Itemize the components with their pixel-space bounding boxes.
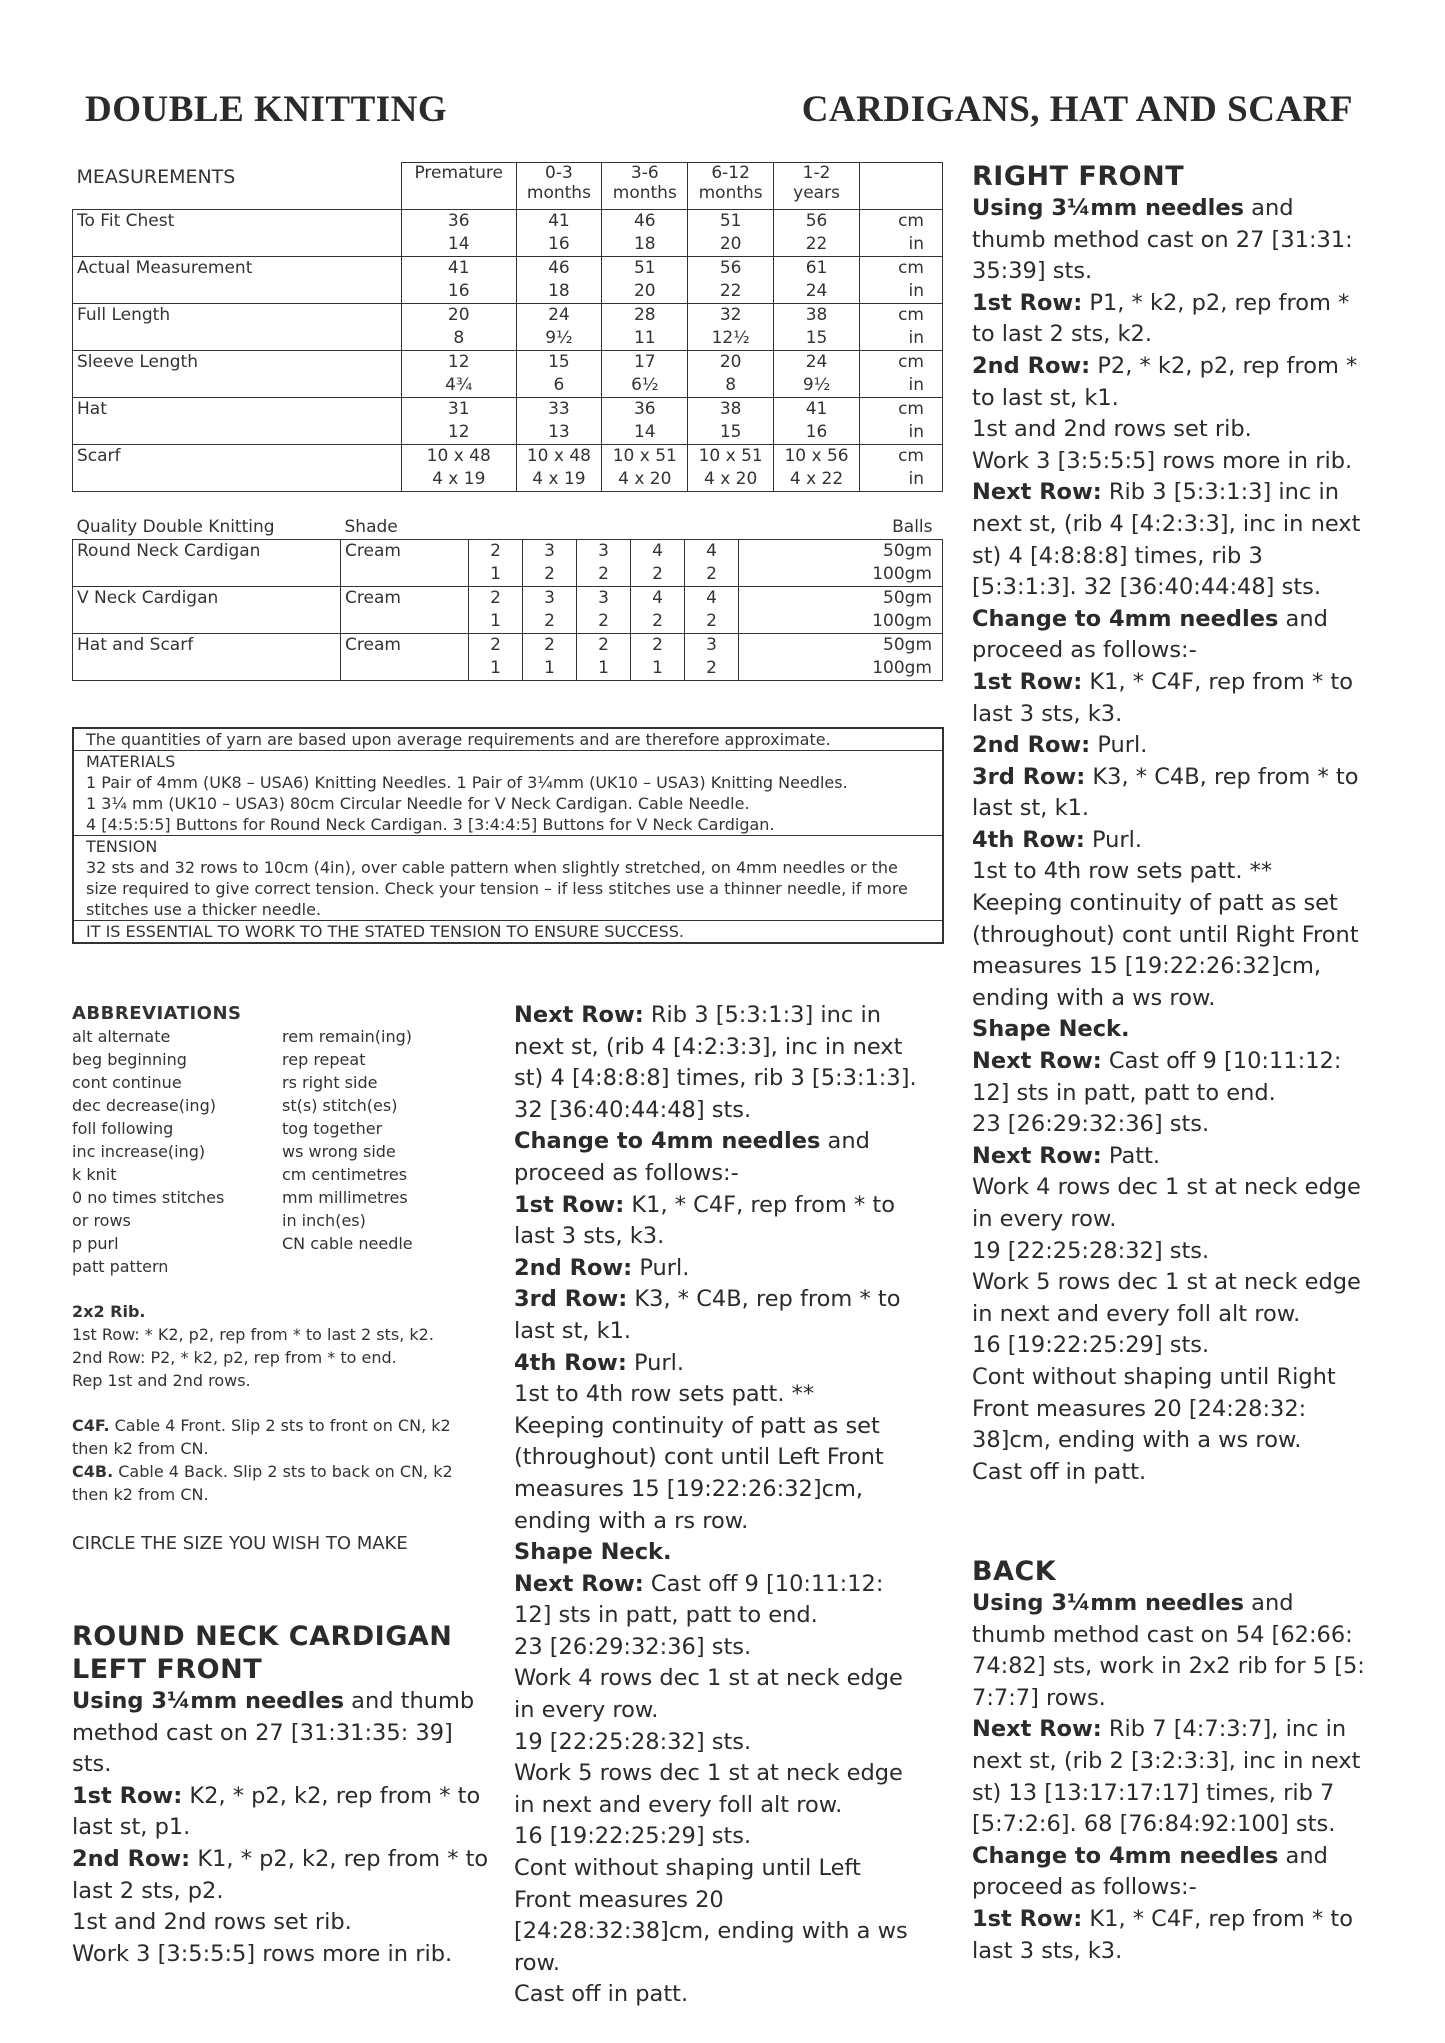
unit-cell: cm in <box>860 209 943 256</box>
cell: 41 16 <box>402 256 517 303</box>
table-row <box>73 540 943 587</box>
instruction: Work 4 rows dec 1 st at neck edge in every row. <box>972 1174 1361 1232</box>
cell: 17 6½ <box>602 350 688 397</box>
cell: 10 x 51 4 x 20 <box>602 444 688 491</box>
instruction: 2nd Row: P2, * k2, p2, rep from * to last st, k1. <box>972 352 1358 411</box>
instruction: 16 [19:22:25:29] sts. <box>514 1823 752 1850</box>
unit-cell: 50gm 100gm <box>739 587 943 634</box>
list-item: k knit <box>72 1165 117 1184</box>
cell: 4 2 <box>631 587 685 634</box>
yarn-header-row <box>73 515 943 540</box>
list-item: tog together <box>282 1119 383 1138</box>
table-row <box>73 350 943 397</box>
instruction: 3rd Row: K3, * C4B, rep from * to last st, k1. <box>514 1286 901 1344</box>
left-front-continued <box>514 1000 919 2011</box>
instruction: 23 [26:29:32:36] sts. <box>972 1111 1210 1138</box>
row-label: To Fit Chest <box>73 209 402 256</box>
materials-section <box>74 750 942 835</box>
list-item: rs right side <box>282 1073 378 1092</box>
cell: 3 2 <box>523 540 577 587</box>
list-item: alt alternate <box>72 1027 171 1046</box>
size-header: 3-6 months <box>602 163 688 210</box>
cell: 24 9½ <box>516 303 602 350</box>
cell: 24 9½ <box>774 350 860 397</box>
cell: 33 13 <box>516 397 602 444</box>
table-row <box>73 397 943 444</box>
instruction: Work 5 rows dec 1 st at neck edge in next and every foll alt row. <box>972 1269 1361 1327</box>
instruction: 1st Row: P1, * k2, p2, rep from * to last 2 sts, k2. <box>972 289 1350 348</box>
row-label: Actual Measurement <box>73 256 402 303</box>
instruction: Change to 4mm needles and proceed as follows:- <box>972 1842 1328 1901</box>
instruction: 1st Row: K2, * p2, k2, rep from * to last st, p1. <box>72 1782 481 1841</box>
unit-header <box>860 163 943 210</box>
section-subtitle: LEFT FRONT <box>72 1654 263 1685</box>
tension-section <box>74 835 942 920</box>
cell: 10 x 48 4 x 19 <box>402 444 517 491</box>
cell: 10 x 51 4 x 20 <box>688 444 774 491</box>
cell: 10 x 48 4 x 19 <box>516 444 602 491</box>
yarn-quality-label: Quality Double Knitting <box>76 517 275 537</box>
instruction: Cont without shaping until Left Front measures 20 [24:28:32:38]cm, ending with a ws row. <box>514 1855 908 1976</box>
cell: 41 16 <box>516 209 602 256</box>
instruction: 2nd Row: K1, * p2, k2, rep from * to last 2 sts, p2. <box>72 1845 489 1904</box>
abbreviations-title: ABBREVIATIONS <box>72 1003 242 1024</box>
list-item: or rows <box>72 1211 131 1230</box>
list-item: inc increase(ing) <box>72 1142 206 1161</box>
unit-cell: cm in <box>860 350 943 397</box>
cell: 2 1 <box>469 587 523 634</box>
cell: 32 12½ <box>688 303 774 350</box>
row-label: Sleeve Length <box>73 350 402 397</box>
cell: 3 2 <box>523 587 577 634</box>
cell: 31 12 <box>402 397 517 444</box>
cell: 2 1 <box>631 634 685 681</box>
instruction: 3rd Row: K3, * C4B, rep from * to last st, k1. <box>972 763 1359 822</box>
list-item: foll following <box>72 1119 174 1138</box>
cell: 4 2 <box>631 540 685 587</box>
rib-instructions: 2x2 Rib. 1st Row: * K2, p2, rep from * to last 2 sts, k2. 2nd Row: P2, * k2, p2, rep from * to end. Rep 1st and 2nd rows. <box>72 1302 434 1390</box>
instruction: 1st and 2nd rows set rib. <box>972 416 1252 443</box>
cell: 61 24 <box>774 256 860 303</box>
pattern-name-title: CARDIGANS, HAT AND SCARF <box>801 89 1353 130</box>
unit-cell: cm in <box>860 256 943 303</box>
list-item: CN cable needle <box>282 1234 413 1253</box>
table-row <box>73 209 943 256</box>
row-label: Round Neck Cardigan <box>73 540 341 587</box>
instruction: 2nd Row: Purl. <box>514 1254 690 1281</box>
instruction: 19 [22:25:28:32] sts. <box>972 1237 1210 1264</box>
materials-info-box <box>72 727 944 944</box>
cell: 10 x 56 4 x 22 <box>774 444 860 491</box>
cell: 4 2 <box>685 540 739 587</box>
instruction: Shape Neck. <box>514 1539 672 1566</box>
instruction: Work 4 rows dec 1 st at neck edge in every row. <box>514 1665 903 1724</box>
instruction: Next Row: Cast off 9 [10:11:12: 12] sts in patt, patt to end. <box>972 1048 1342 1106</box>
unit-cell: cm in <box>860 303 943 350</box>
list-item: rem remain(ing) <box>282 1027 413 1046</box>
cell: 36 14 <box>602 397 688 444</box>
table-row <box>73 303 943 350</box>
row-label: V Neck Cardigan <box>73 587 341 634</box>
instruction: Keeping continuity of patt as set (throughout) cont until Left Front measures 15 [19:22:26:32]cm, ending with a rs row. <box>514 1412 884 1534</box>
unit-cell: cm in <box>860 397 943 444</box>
cell: 41 16 <box>774 397 860 444</box>
list-item: dec decrease(ing) <box>72 1096 216 1115</box>
materials-title: MATERIALS <box>86 752 176 771</box>
cell: 36 14 <box>402 209 517 256</box>
cell: 46 18 <box>516 256 602 303</box>
row-label: Full Length <box>73 303 402 350</box>
list-item: st(s) stitch(es) <box>282 1096 398 1115</box>
size-header: 1-2 years <box>774 163 860 210</box>
cell: 56 22 <box>688 256 774 303</box>
pattern-category-title: DOUBLE KNITTING <box>85 89 448 130</box>
cell: 38 15 <box>688 397 774 444</box>
instruction: Next Row: Cast off 9 [10:11:12: 12] sts in patt, patt to end. <box>514 1570 884 1629</box>
shade-cell: Cream <box>341 587 469 634</box>
instruction: 4th Row: Purl. <box>972 826 1143 853</box>
measurements-table <box>72 162 943 492</box>
list-item: cont continue <box>72 1073 182 1092</box>
section-title: BACK <box>972 1556 1057 1587</box>
instruction: 1st to 4th row sets patt. ** <box>972 858 1273 885</box>
size-header: 0-3 months <box>516 163 602 210</box>
left-front-section <box>72 1620 492 1970</box>
instruction: Using 3¼mm needles and thumb method cast on 27 [31:31:35: 39] sts. <box>72 1688 475 1778</box>
instruction: Change to 4mm needles and proceed as follows:- <box>514 1128 870 1186</box>
instruction: Next Row: Rib 3 [5:3:1:3] inc in next st, (rib 4 [4:2:3:3], inc in next st) 4 [4:8:8:8] times, rib 3 [5:3:1:3]. 32 [36:40:44:48] sts. <box>972 479 1361 601</box>
unit-cell: cm in <box>860 444 943 491</box>
instruction: 23 [26:29:32:36] sts. <box>514 1633 752 1660</box>
yarn-table <box>72 515 943 681</box>
list-item: rep repeat <box>282 1050 366 1069</box>
cell: 4 2 <box>685 587 739 634</box>
unit-cell: 50gm 100gm <box>739 634 943 681</box>
list-item: cm centimetres <box>282 1165 408 1184</box>
instruction: 1st Row: K1, * C4F, rep from * to last 3 sts, k3. <box>514 1191 895 1250</box>
instruction: Shape Neck. <box>972 1016 1130 1043</box>
cable-instructions: C4F. Cable 4 Front. Slip 2 sts to front on CN, k2 then k2 from CN. C4B. Cable 4 Back. Slip 2 sts to back on CN, k2 then k2 from CN. <box>72 1416 453 1504</box>
essential-note: IT IS ESSENTIAL TO WORK TO THE STATED TENSION TO ENSURE SUCCESS. <box>74 920 942 942</box>
abbreviations-section <box>72 1002 482 1555</box>
cell: 2 1 <box>469 540 523 587</box>
cell: 12 4¾ <box>402 350 517 397</box>
list-item: patt pattern <box>72 1257 169 1276</box>
abbreviations-list <box>72 1025 482 1278</box>
cell: 20 8 <box>402 303 517 350</box>
quantities-note: The quantities of yarn are based upon average requirements and are therefore approximate. <box>86 730 831 749</box>
instruction: Change to 4mm needles and proceed as follows:- <box>972 605 1328 664</box>
list-item: p purl <box>72 1234 119 1253</box>
cell: 56 22 <box>774 209 860 256</box>
table-row <box>73 444 943 491</box>
instruction: Next Row: Rib 3 [5:3:1:3] inc in next st, (rib 4 [4:2:3:3], inc in next st) 4 [4:8:8:8] times, rib 3 [5:3:1:3]. 32 [36:40:44:48] sts. <box>514 1002 917 1123</box>
back-section <box>972 1555 1372 1967</box>
measurements-label: MEASUREMENTS <box>76 165 236 188</box>
row-label: Hat <box>73 397 402 444</box>
list-item: beg beginning <box>72 1050 187 1069</box>
balls-label: Balls <box>892 517 933 537</box>
cell: 15 6 <box>516 350 602 397</box>
instruction: Work 5 rows dec 1 st at neck edge in next and every foll alt row. <box>514 1760 903 1818</box>
cell: 3 2 <box>577 587 631 634</box>
circle-size-note: CIRCLE THE SIZE YOU WISH TO MAKE <box>72 1533 408 1554</box>
right-front-section <box>972 160 1372 1488</box>
cell: 3 2 <box>577 540 631 587</box>
materials-line: 4 [4:5:5:5] Buttons for Round Neck Cardigan. 3 [3:4:4:5] Buttons for V Neck Cardigan. <box>86 815 775 834</box>
shade-label: Shade <box>344 517 398 537</box>
row-label: Scarf <box>73 444 402 491</box>
cell: 46 18 <box>602 209 688 256</box>
instruction: 2nd Row: Purl. <box>972 732 1148 759</box>
instruction: Cont without shaping until Right Front measures 20 [24:28:32: 38]cm, ending with a ws row. <box>972 1363 1336 1454</box>
size-header: 6-12 months <box>688 163 774 210</box>
unit-cell: 50gm 100gm <box>739 540 943 587</box>
list-item: 0 no times stitches <box>72 1188 225 1207</box>
cell: 28 11 <box>602 303 688 350</box>
instruction: Using 3¼mm needles and thumb method cast on 27 [31:31: 35:39] sts. <box>972 195 1353 285</box>
instruction: Work 3 [3:5:5:5] rows more in rib. <box>972 447 1353 474</box>
tension-text: 32 sts and 32 rows to 10cm (4in), over cable pattern when slightly stretched, on 4mm needles or the size required to give correct tension. Check your tension – if less stitches use a thinner needle, if more stitches use a thicker needle. <box>86 858 908 919</box>
cell: 51 20 <box>602 256 688 303</box>
instruction: 4th Row: Purl. <box>514 1349 685 1376</box>
instruction: 1st Row: K1, * C4F, rep from * to last 3 sts, k3. <box>972 1905 1353 1964</box>
cell: 20 8 <box>688 350 774 397</box>
section-title: ROUND NECK CARDIGAN <box>72 1621 453 1652</box>
cell: 2 1 <box>469 634 523 681</box>
cell: 51 20 <box>688 209 774 256</box>
size-header: Premature <box>402 163 517 210</box>
shade-cell: Cream <box>341 634 469 681</box>
instruction: 1st Row: K1, * C4F, rep from * to last 3 sts, k3. <box>972 668 1353 727</box>
list-item <box>282 1255 482 1278</box>
materials-line: 1 Pair of 4mm (UK8 – USA6) Knitting Needles. 1 Pair of 3¼mm (UK10 – USA3) Knitting Needles. <box>86 773 848 792</box>
materials-line: 1 3¼ mm (UK10 – USA3) 80cm Circular Needle for V Neck Cardigan. Cable Needle. <box>86 794 750 813</box>
list-item: mm millimetres <box>282 1188 408 1207</box>
instruction: Cast off in patt. <box>514 1981 689 2008</box>
cell: 2 1 <box>577 634 631 681</box>
table-header-row <box>73 163 943 210</box>
instruction: Keeping continuity of patt as set (throughout) cont until Right Front measures 15 [19:22:26:32]cm, ending with a ws row. <box>972 890 1359 1011</box>
shade-cell: Cream <box>341 540 469 587</box>
table-row <box>73 587 943 634</box>
instruction: 1st and 2nd rows set rib. <box>72 1909 352 1936</box>
section-title: RIGHT FRONT <box>972 161 1185 192</box>
list-item: ws wrong side <box>282 1142 396 1161</box>
tension-title: TENSION <box>86 837 158 856</box>
list-item: in inch(es) <box>282 1211 366 1230</box>
instruction: 1st to 4th row sets patt. ** <box>514 1381 815 1408</box>
instruction: Work 3 [3:5:5:5] rows more in rib. <box>72 1940 453 1967</box>
cell: 2 1 <box>523 634 577 681</box>
cell: 38 15 <box>774 303 860 350</box>
instruction: 16 [19:22:25:29] sts. <box>972 1332 1210 1359</box>
cell: 3 2 <box>685 634 739 681</box>
instruction: Next Row: Patt. <box>972 1142 1161 1169</box>
table-row <box>73 256 943 303</box>
row-label: Hat and Scarf <box>73 634 341 681</box>
instruction: Cast off in patt. <box>972 1458 1147 1485</box>
instruction: Next Row: Rib 7 [4:7:3:7], inc in next st, (rib 2 [3:2:3:3], inc in next st) 13 [13:17:17:17] times, rib 7 [5:7:2:6]. 68 [76:84:92:100] sts. <box>972 1716 1361 1838</box>
instruction: 19 [22:25:28:32] sts. <box>514 1728 752 1755</box>
instruction: Using 3¼mm needles and thumb method cast on 54 [62:66: 74:82] sts, work in 2x2 rib for 5 [5: 7:7:7] rows. <box>972 1590 1365 1711</box>
table-row <box>73 634 943 681</box>
